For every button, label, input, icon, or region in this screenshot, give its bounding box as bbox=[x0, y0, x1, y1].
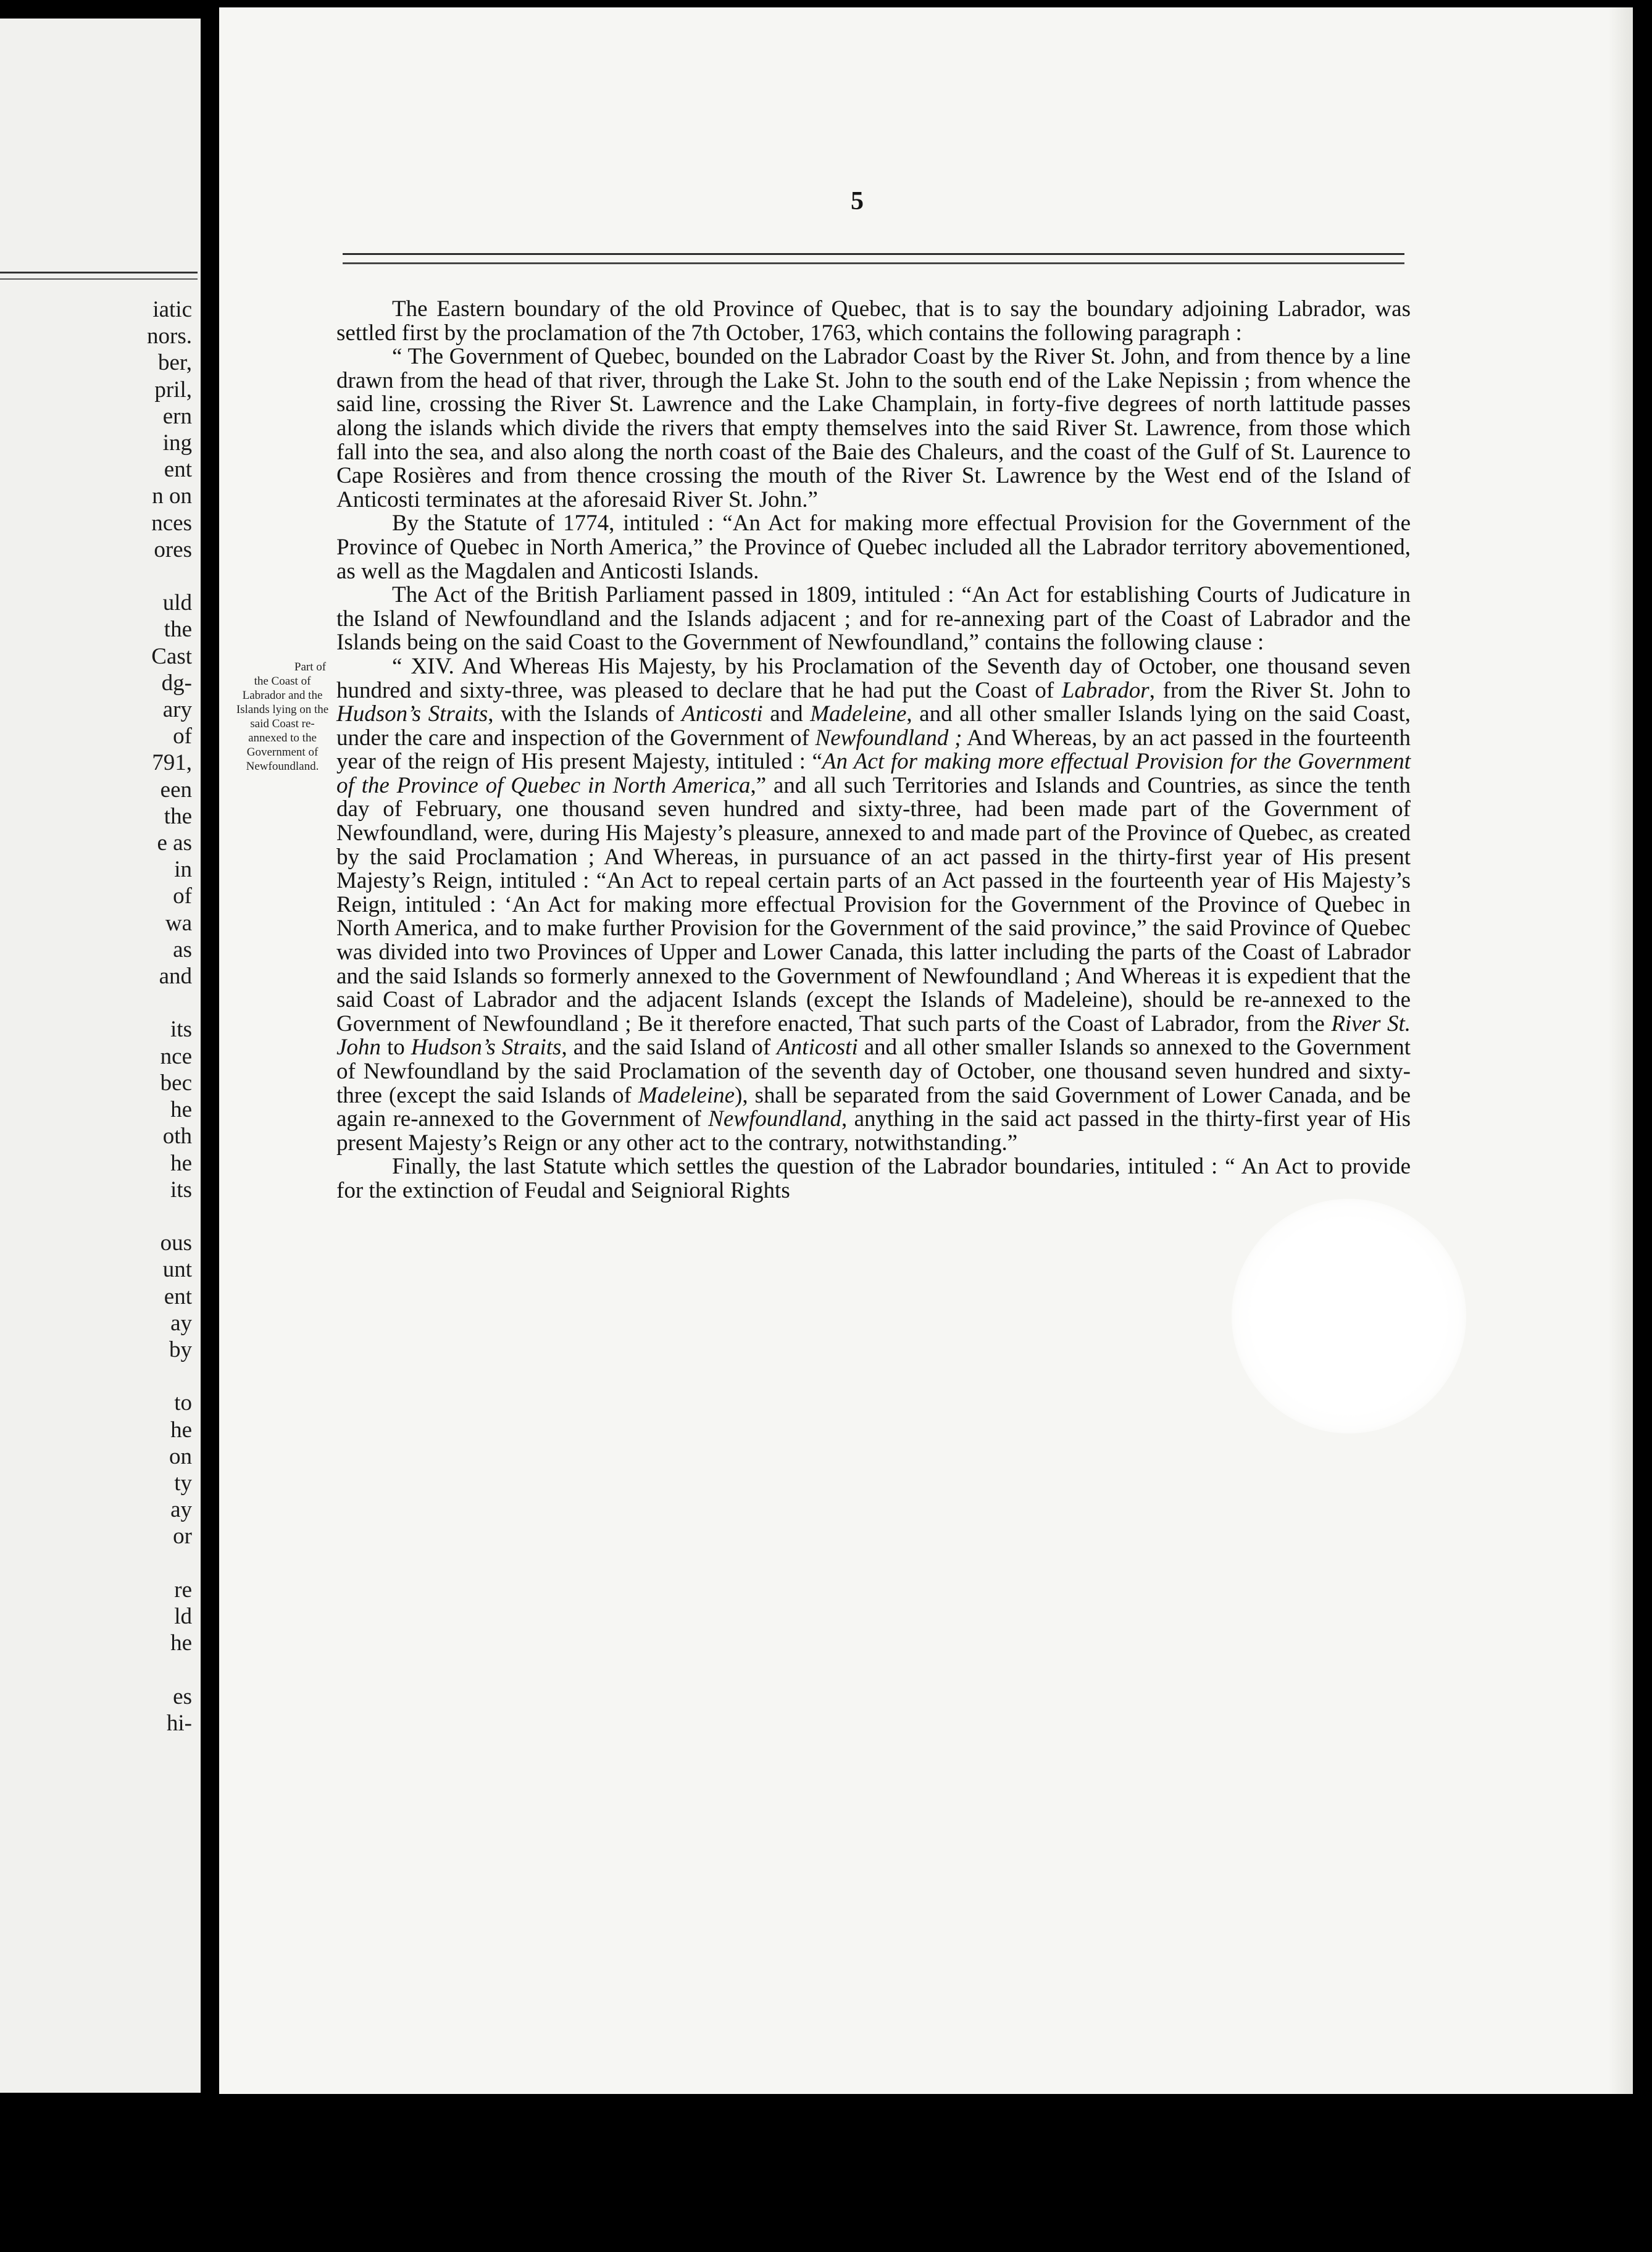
left-page-text: iatic nors. ber, pril, ern ing ent n on nces ores uld the Cast dg- ary of 791, een the e as in of wa as and its nce bec he oth he its ous unt ent ay by to he on ty ay or re ld he es hi- bbox=[147, 297, 192, 1736]
left-page-fragment bbox=[0, 19, 202, 2093]
page-edge-shadow bbox=[1608, 7, 1633, 2094]
header-rule bbox=[343, 253, 1404, 264]
paragraph-final-statute: Finally, the last Statute which settles the question of the Labrador boundaries, intituled : “ An Act to provide for the extinction of Feudal and Seignioral Rights bbox=[336, 1154, 1411, 1203]
page-body bbox=[236, 296, 1411, 1203]
document-page bbox=[219, 7, 1633, 2094]
left-page-rule bbox=[0, 272, 198, 280]
paragraph-clause-xiv: Part of the Coast of Labrador and the Islands lying on the said Coast re-annexed to the Government of Newfoundland. “ XIV. And Whereas His Majesty, by his Proclamation of the Seventh day of October, one thousand seven hundred and sixty-three, was pleased to declare that he had put the Coast of Labrador, from the River St. John to Hudson’s Straits, with the Islands of Anticosti and Madeleine, and all other smaller Islands lying on the said Coast, under the care and inspection of the Government of Newfoundland ; And Whereas, by an act passed in the fourteenth year of the reign of His present Majesty, intituled : “An Act for making more effectual Provision for the Government of the Province of Quebec in North America,” and all such Territories and Islands and Countries, as since the tenth day of February, one thousand seven hundred and sixty-three, had been made part of the Government of Newfoundland, were, during His Majesty’s pleasure, annexed to and made part of the Province of Quebec, as created by the said Proclamation ; And Whereas, in pursuance of an act passed in the thirty-first year of His present Majesty’s Reign, intituled : “An Act to repeal certain parts of an Act passed in the fourteenth year of His Majesty’s Reign, intituled : ‘An Act for making more effectual Provision for the Government of the Province of Quebec in North America, and to make further Provision for the Government of the said province,” the said Province of Quebec was divided into two Provinces of Upper and Lower Canada, this latter including the parts of the Coast of Labrador and the said Islands so formerly annexed to the Government of Newfoundland ; And Whereas it is expedient that the said Coast of Labrador and the adjacent Islands (except the Islands of Madeleine), should be re-annexed to the Government of Newfoundland ; Be it therefore enacted, That such parts of the Coast of Labrador, from the River St. John to Hudson’s Straits, and the said Island of Anticosti and all other smaller Islands so annexed to the Government of Newfoundland by the said Proclamation of the seventh day of October, one thousand seven hundred and sixty-three (except the said Islands of Madeleine), shall be separated from the said Government of Lower Canada, and be again re-annexed to the Government of Newfoundland, anything in the said act passed in the thirty-first year of His present Majesty’s Reign or any other act to the contrary, notwithstanding.” bbox=[336, 655, 1411, 1155]
paragraph-act-1809: The Act of the British Parliament passed in 1809, intituled : “An Act for establishing Courts of Judicature in the Island of Newfoundland and the Islands adjacent ; and for re-annexing part of the Coast of Labrador and the Islands being on the said Coast to the Government of Newfoundland,” contains the following clause : bbox=[336, 582, 1411, 656]
paragraph-statute-1774: By the Statute of 1774, intituled : “An Act for making more effectual Provision for the Government of the Province of Quebec in North America,” the Province of Quebec included all the Labrador territory abovementioned, as well as the Magdalen and Anticosti Islands. bbox=[336, 511, 1411, 584]
margin-note: Part of the Coast of Labrador and the Islands lying on the said Coast re-annexed to the Government of Newfoundland. bbox=[236, 660, 329, 773]
book-gutter bbox=[201, 0, 219, 2252]
paper-damage-blot bbox=[1232, 1199, 1466, 1433]
paragraph-proclamation-quote: “ The Government of Quebec, bounded on the Labrador Coast by the River St. John, and from thence by a line drawn from the head of that river, through the Lake St. John to the south end of the Lake Nepissin ; from whence the said line, crossing the River St. Lawrence and the Lake Champlain, in forty-five degrees of north lattitude passes along the islands which divide the rivers that empty themselves into the said River St. Lawrence, from those which fall into the sea, and also along the north coast of the Baie des Chaleurs, and the coast of the Gulf of St. Laurence to Cape Rosières and from thence crossing the mouth of the River St. Lawrence by the West end of the Island of Anticosti terminates at the aforesaid River St. John.” bbox=[336, 344, 1411, 512]
page-number: 5 bbox=[851, 187, 864, 215]
paragraph-eastern-boundary: The Eastern boundary of the old Province of Quebec, that is to say the boundary adjoining Labrador, was settled first by the proclamation of the 7th October, 1763, which contains the following paragraph : bbox=[336, 296, 1411, 346]
scan-border bbox=[0, 2094, 1652, 2252]
